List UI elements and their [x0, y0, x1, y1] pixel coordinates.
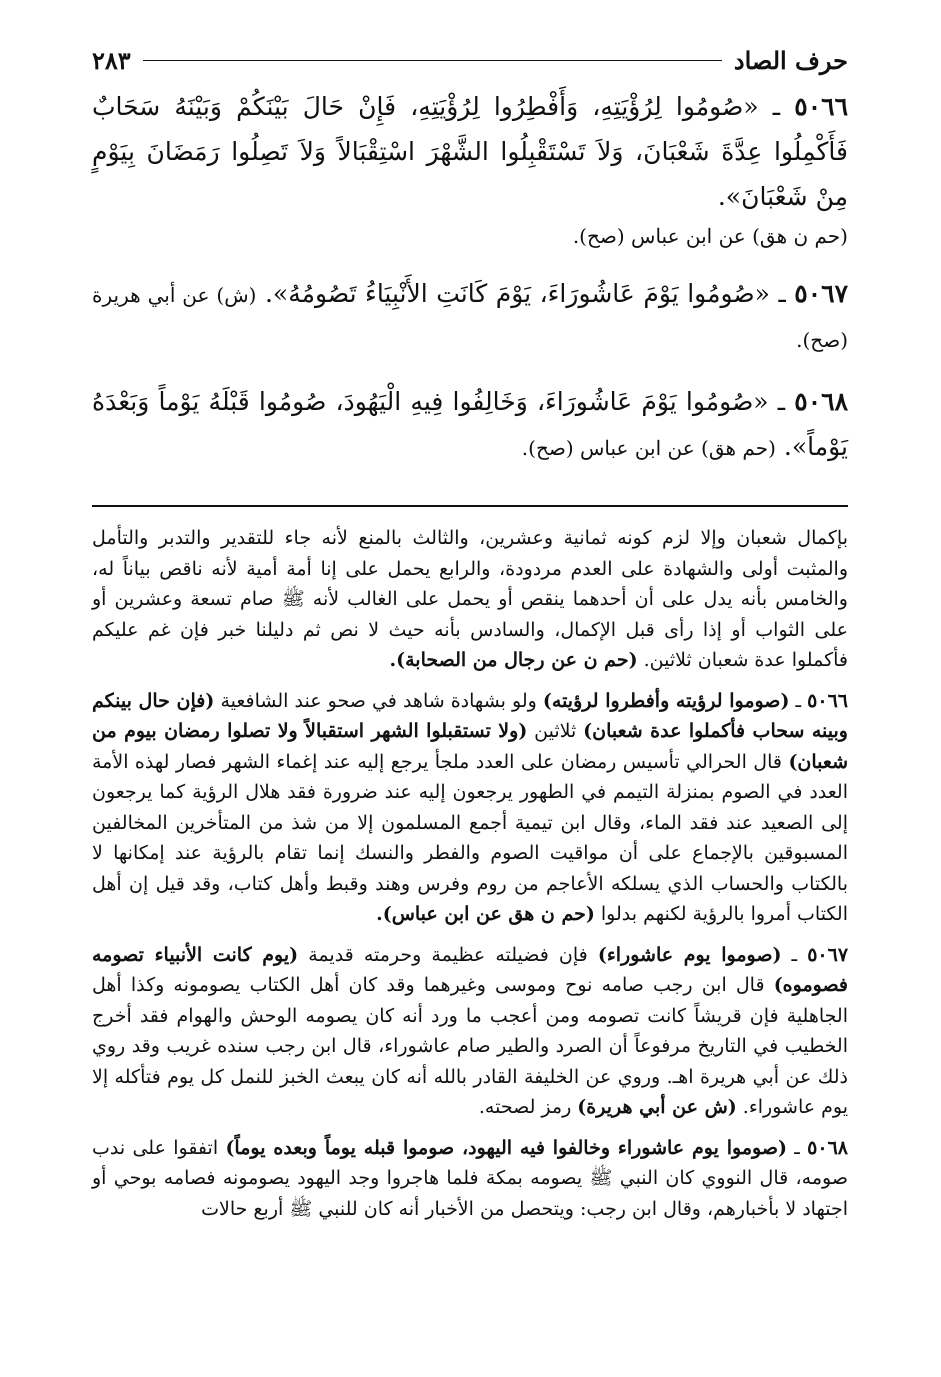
hadith-text: «صُومُوا يَوْمَ عَاشُورَاءَ، يَوْمَ كَانَتِ الأَنْبِيَاءُ تَصُومُهُ». — [264, 279, 770, 308]
hadith-number: ٥٠٦٧ — [794, 279, 848, 308]
chapter-title: حرف الصاد — [733, 45, 848, 75]
commentary-source: (حم ن هق عن ابن عباس). — [376, 903, 595, 925]
quoted-phrase: (صوموا يوم عاشوراء وخالفوا فيه اليهود، صوموا قبله يوماً وبعده يوماً) — [225, 1136, 787, 1159]
commentary-5067: ٥٠٦٧ ـ (صوموا يوم عاشوراء) فإن فضيلته عظيمة وحرمته قديمة (يوم كانت الأنبياء تصومه فصوموه) قال ابن رجب صامه نوح وموسى وغيرهما وقد كان أهل الكتاب يصومونه وكذا أهل الجاهلية فإن قريشاً كانت تصومه ومن أعجب ما ورد أنه كان يصومه الوحش والهوام فقد أخرج الخطيب في التاريخ مرفوعاً أن الصرد والطير صام عاشوراء، قال ابن رجب سنده غريب وقد روي ذلك عن أبي هريرة اهـ. وروي عن الخليفة القادر بالله أنه كان يبعث الخبز للنمل كل يوم فتأكله إلا يوم عاشوراء. (ش عن أبي هريرة) رمز لصحته. — [92, 943, 849, 1118]
hadith-number: ٥٠٦٨ — [794, 387, 848, 416]
commentary-text: اتفقوا على ندب صومه، قال النووي كان النبي ﷺ يصومه بمكة فلما هاجروا وجد اليهود يصومونه فصامه بوحي أو اجتهاد لا بأخبارهم، وقال ابن رجب: ويتحصل من الأخبار أنه كان للنبي ﷺ أربع حالات — [92, 1136, 848, 1220]
quoted-phrase: (يوم كانت الأنبياء تصومه فصوموه) — [92, 943, 848, 996]
hadith-text: «صُومُوا يَوْمَ عَاشُورَاءَ، وَخَالِفُوا فِيهِ الْيَهُودَ، صُومُوا قَبْلَهُ يَوْماً وَبَعْدَهُ يَوْماً». — [92, 387, 848, 461]
hadith-source: (حم هق) عن ابن عباس (صح). — [521, 436, 776, 460]
page-number: ٢٨٣ — [92, 45, 131, 75]
quoted-phrase: (ولا تستقبلوا الشهر استقبالاً ولا تصلوا رمضان بيوم من شعبان) — [92, 720, 848, 773]
commentary-number: ٥٠٦٦ — [807, 689, 848, 712]
header-rule — [143, 60, 722, 61]
commentary-number: ٥٠٦٧ — [807, 943, 849, 966]
hadith-5066: ٥٠٦٦ ـ «صُومُوا لِرُؤْيَتِهِ، وَأَفْطِرُوا لِرُؤْيَتِهِ، فَإِنْ حَالَ بَيْنَكُمْ وَبَيْنَهُ سَحَابٌ فَأَكْمِلُوا عِدَّةَ شَعْبَانَ، وَلاَ تَسْتَقْبِلُوا الشَّهْرَ اسْتِقْبَالاً وَلاَ تَصِلُوا رَمَضَانَ بِيَوْمٍ مِنْ شَعْبَانَ». (حم ن هق) عن ابن عباس (صح). — [92, 84, 848, 253]
hadith-text: «صُومُوا لِرُؤْيَتِهِ، وَأَفْطِرُوا لِرُؤْيَتِهِ، فَإِنْ حَالَ بَيْنَكُمْ وَبَيْنَهُ سَحَابٌ فَأَكْمِلُوا عِدَّةَ شَعْبَانَ، وَلاَ تَسْتَقْبِلُوا الشَّهْرَ اسْتِقْبَالاً وَلاَ تَصِلُوا رَمَضَانَ بِيَوْمٍ مِنْ شَعْبَانَ». — [92, 92, 848, 211]
commentary-text: قال الحرالي تأسيس رمضان على العدد ملجأ يرجع إليه عند إغماء الشهر فصار لهذه الأمة العدد في الصوم بمنزلة التيمم في الطهور يرجعون إليه عند ضرورة فقد هلال الرؤية كما يرجعون إلى الصعيد عند فقد الماء، وقال ابن تيمية أجمع المسلمون إلا من شذ من المتأخرين المخالفين المسبوقين بالإجماع على أن مواقيت الصوم والفطر والنسك إنما تقام بالرؤية عند إمكانها لا بالكتاب والحساب الذي يسلكه الأعاجم من روم وفرس وهند وقبط وأهل كتاب، وقد قيل إن أهل الكتاب أمروا بالرؤية لكنهم بدلوا — [92, 750, 848, 925]
commentary-text: فإن فضيلته عظيمة وحرمته قديمة — [308, 943, 588, 966]
hadith-number: ٥٠٦٦ — [794, 92, 848, 121]
commentary-5068: ٥٠٦٨ ـ (صوموا يوم عاشوراء وخالفوا فيه اليهود، صوموا قبله يوماً وبعده يوماً) اتفقوا على ندب صومه، قال النووي كان النبي ﷺ يصومه بمكة فلما هاجروا وجد اليهود يصومونه فصامه بوحي أو اجتهاد لا بأخبارهم، وقال ابن رجب: ويتحصل من الأخبار أنه كان للنبي ﷺ أربع حالات — [92, 1136, 848, 1220]
page — [92, 40, 848, 1234]
commentary-text: ولو بشهادة شاهد في صحو عند الشافعية — [220, 689, 537, 712]
hadith-5068: ٥٠٦٨ ـ «صُومُوا يَوْمَ عَاشُورَاءَ، وَخَالِفُوا فِيهِ الْيَهُودَ، صُومُوا قَبْلَهُ يَوْماً وَبَعْدَهُ يَوْماً». (حم هق) عن ابن عباس (صح). — [92, 387, 848, 461]
commentary-source: (حم ن عن رجال من الصحابة). — [389, 649, 638, 671]
commentary-text: ثلاثين — [534, 720, 577, 742]
quoted-phrase: (صوموا يوم عاشوراء) — [597, 943, 782, 966]
commentary-number: ٥٠٦٨ — [807, 1136, 848, 1159]
page-header — [92, 40, 848, 80]
commentary-text: رمز لصحته. — [478, 1096, 572, 1118]
footnote-separator — [92, 505, 848, 507]
commentary-text: قال ابن رجب صامه نوح وموسى وغيرهما وقد كان أهل الكتاب يصومونه وكذا أهل الجاهلية فإن قريشاً كانت تصومه ومن أعجب ما ورد أنه كان يصومه الوحش والهوام فقد أخرج الخطيب في التاريخ مرفوعاً أن الصرد والطير صام عاشوراء، قال ابن رجب سنده غريب وقد روي ذلك عن أبي هريرة اهـ. وروي عن الخليفة القادر بالله أنه كان يبعث الخبز للنمل كل يوم فتأكله إلا يوم عاشوراء. — [92, 974, 848, 1118]
hadith-source: (حم ن هق) عن ابن عباس (صح). — [572, 224, 848, 248]
commentary-source: (ش عن أبي هريرة) — [577, 1096, 737, 1118]
quoted-phrase: (فإن حال بينكم وبينه سحاب فأكملوا عدة شعبان) — [92, 689, 848, 742]
hadith-5067: ٥٠٦٧ ـ «صُومُوا يَوْمَ عَاشُورَاءَ، يَوْمَ كَانَتِ الأَنْبِيَاءُ تَصُومُهُ». (ش) عن أبي هريرة (صح). — [92, 279, 848, 352]
hadith-source: (ش) عن أبي هريرة (صح). — [92, 283, 848, 352]
quoted-phrase: (صوموا لرؤيته وأفطروا لرؤيته) — [542, 689, 790, 712]
commentary-5066: ٥٠٦٦ ـ (صوموا لرؤيته وأفطروا لرؤيته) ولو بشهادة شاهد في صحو عند الشافعية (فإن حال بينكم وبينه سحاب فأكملوا عدة شعبان) ثلاثين (ولا تستقبلوا الشهر استقبالاً ولا تصلوا رمضان بيوم من شعبان) قال الحرالي تأسيس رمضان على العدد ملجأ يرجع إليه عند إغماء الشهر فصار لهذه الأمة العدد في الصوم بمنزلة التيمم في الطهور يرجعون إليه عند ضرورة فقد هلال الرؤية كما يرجعون إلى الصعيد عند فقد الماء، وقال ابن تيمية أجمع المسلمون إلا من شذ من المتأخرين المخالفين المسبوقين بالإجماع على أن مواقيت الصوم والفطر والنسك إنما تقام بالرؤية عند إمكانها لا بالكتاب والحساب الذي يسلكه الأعاجم من روم وفرس وهند وقبط وأهل كتاب، وقد قيل إن أهل الكتاب أمروا بالرؤية لكنهم بدلوا (حم ن هق عن ابن عباس). — [92, 689, 848, 925]
commentary-intro — [92, 523, 848, 676]
commentary-text: بإكمال شعبان وإلا لزم كونه ثمانية وعشرين، والثالث بالمنع لأنه جاء للتقدير والتدبر والتأمل والمثبت أولى والشهادة على العدم مردودة، والرابع يحمل على إنا أمة أمية لأنه ناقص بياناً له، والخامس بأنه يدل على أن أحدهما ينقص أو يحمل على الغالب لأنه ﷺ صام تسعة وعشرين أو على الثواب أو إذا رأى قبل الإكمال، والسادس بأنه حيث لا نص ثم دليلنا خبر فإن غم عليكم فأكملوا عدة شعبان ثلاثين. — [92, 527, 848, 671]
